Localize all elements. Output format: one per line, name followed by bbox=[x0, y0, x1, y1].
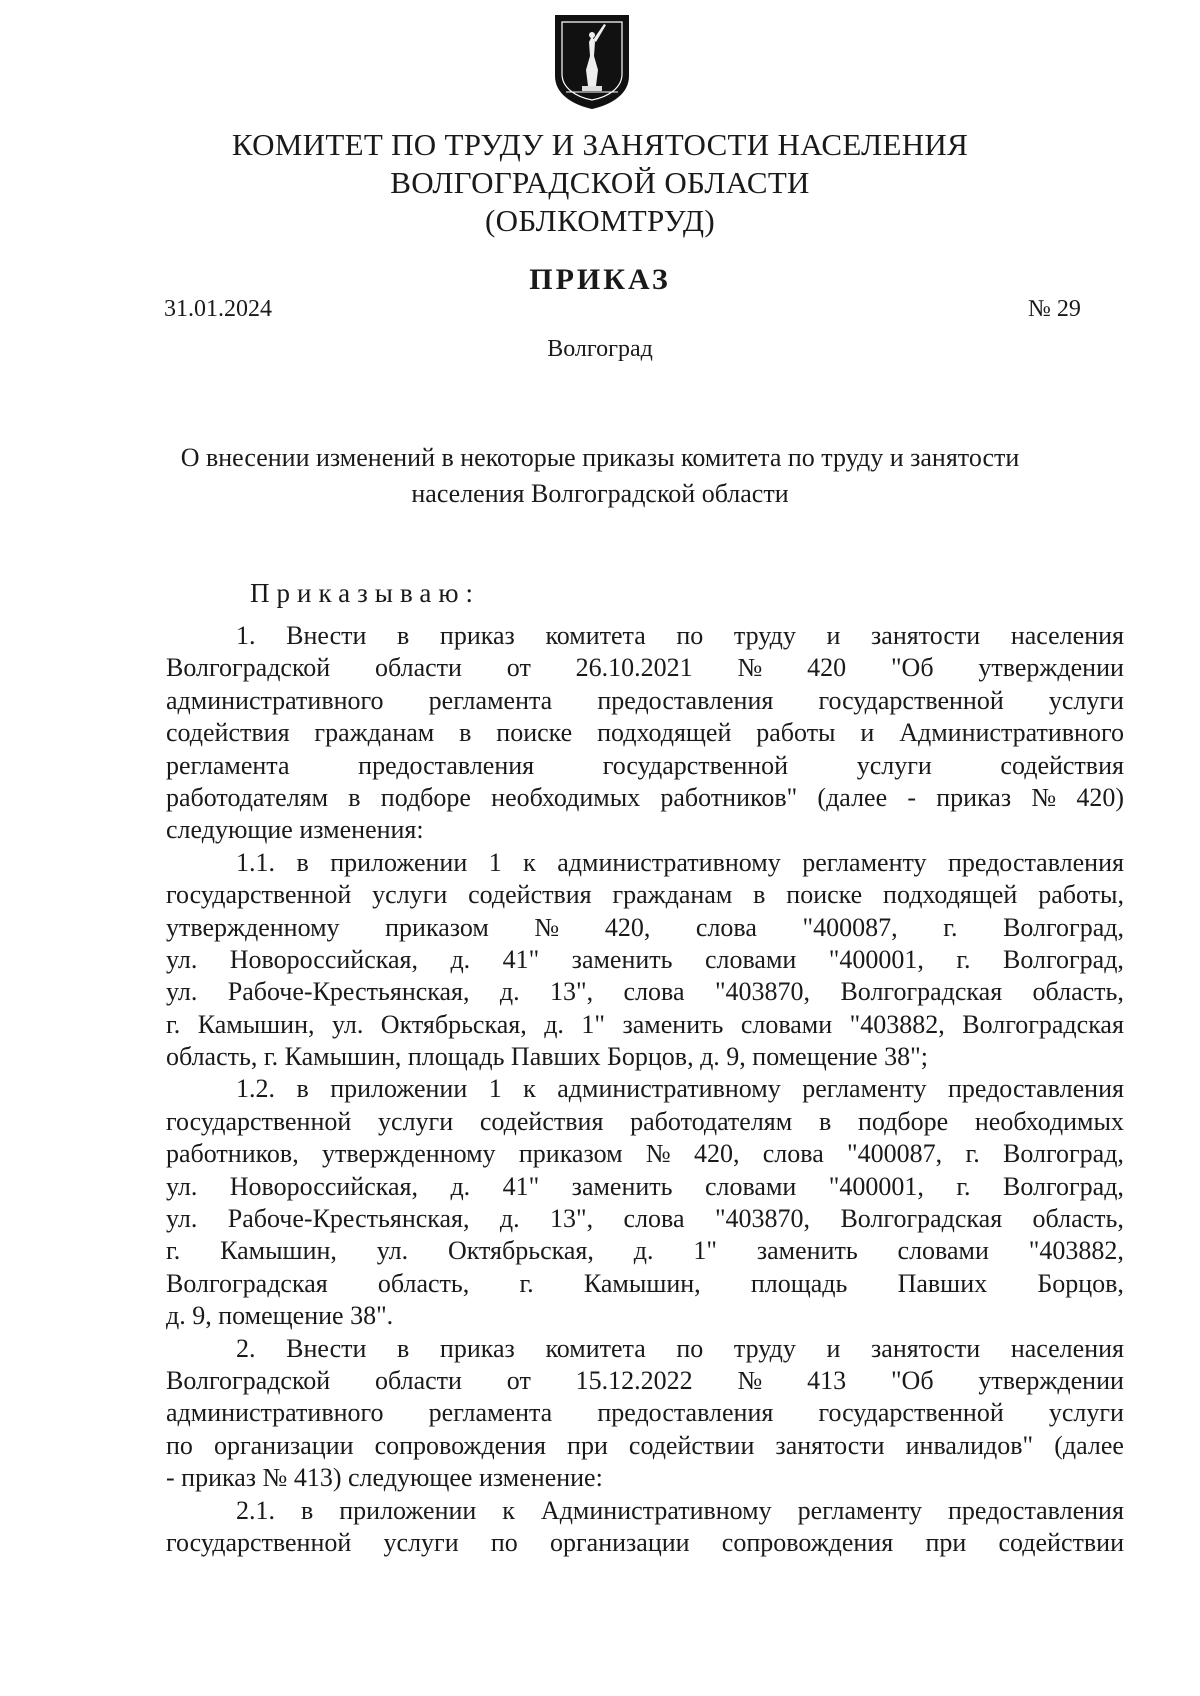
body-word: приказ bbox=[439, 621, 515, 650]
org-line-3: (ОБЛКОМТРУД) bbox=[485, 203, 715, 238]
body-word: "Об bbox=[890, 653, 934, 683]
body-word: 15.12.2022 bbox=[575, 1365, 693, 1395]
body-word: д. bbox=[499, 1204, 520, 1234]
body-line bbox=[166, 750, 1124, 782]
body-word: гражданам bbox=[314, 718, 435, 748]
body-word: "Об bbox=[890, 1365, 934, 1395]
body-word: утверждении bbox=[978, 1365, 1124, 1395]
coat-of-arms-emblem bbox=[552, 12, 632, 110]
body-word: утвержденному bbox=[322, 1139, 496, 1169]
body-word: необходимых bbox=[491, 782, 641, 812]
body-word: поиске bbox=[496, 718, 573, 748]
document-city: Волгоград bbox=[547, 336, 653, 362]
body-word: организации bbox=[213, 1430, 354, 1460]
body-line bbox=[166, 1333, 1124, 1365]
body-word: д. bbox=[544, 1009, 564, 1039]
body-word: Волгоград, bbox=[1003, 1139, 1124, 1169]
body-word: содействии bbox=[628, 1430, 755, 1460]
body-word: заменить bbox=[756, 1236, 858, 1266]
body-line: область, г. Камышин, площадь Павших Борцов, д. 9, помещение 38"; bbox=[166, 1042, 928, 1072]
body-word: 1.1. bbox=[236, 847, 275, 877]
body-word: сопровождения bbox=[374, 1430, 547, 1460]
body-word: и bbox=[826, 1333, 841, 1363]
body-word: д. bbox=[633, 1236, 654, 1266]
body-line bbox=[166, 1073, 1124, 1105]
body-word: подборе bbox=[380, 782, 471, 812]
body-word: занятости bbox=[871, 621, 981, 650]
body-word: область, bbox=[1032, 977, 1124, 1007]
body-word: в bbox=[296, 847, 309, 877]
body-line bbox=[166, 652, 1124, 684]
body-word: в bbox=[397, 1333, 410, 1363]
body-word: регламента bbox=[428, 1398, 553, 1428]
body-word: словами bbox=[704, 1171, 797, 1201]
body-word: ул. bbox=[331, 1009, 364, 1039]
body-word: "400087, bbox=[847, 1139, 943, 1169]
body-line bbox=[166, 1138, 1124, 1170]
body-word: к bbox=[523, 1074, 536, 1104]
body-line bbox=[166, 1365, 1124, 1397]
body-word: приложении bbox=[330, 1074, 468, 1104]
body-word: работодателям bbox=[166, 782, 329, 812]
body-word: 26.10.2021 bbox=[575, 653, 693, 683]
body-word: утверждении bbox=[978, 653, 1124, 683]
body-line bbox=[166, 944, 1124, 976]
body-word: административному bbox=[557, 1074, 781, 1104]
body-word: административному bbox=[557, 847, 781, 877]
body-word: в bbox=[753, 880, 766, 910]
body-word: утвержденному bbox=[166, 912, 340, 942]
body-word: д. bbox=[499, 977, 520, 1007]
body-word: инвалидов" bbox=[905, 1430, 1034, 1460]
body-word: 1" bbox=[693, 1236, 717, 1266]
body-word: 1 bbox=[488, 1074, 502, 1104]
body-word: государственной bbox=[602, 750, 789, 780]
body-word: Волгоградская bbox=[166, 1268, 328, 1298]
body-word: Новороссийская, bbox=[229, 944, 418, 974]
body-word: предоставления bbox=[947, 1074, 1124, 1104]
body-word: труду bbox=[733, 621, 796, 650]
body-word: 13", bbox=[550, 977, 594, 1007]
body-word: содействии bbox=[998, 1527, 1124, 1557]
body-line bbox=[166, 1527, 1124, 1559]
body-line bbox=[166, 1009, 1124, 1041]
body-line bbox=[166, 847, 1124, 879]
body-word: словами bbox=[897, 1236, 989, 1266]
body-word: 41" bbox=[502, 1171, 540, 1201]
body-word: приказом bbox=[385, 912, 489, 942]
body-line bbox=[166, 782, 1124, 814]
body-line bbox=[166, 1106, 1124, 1138]
body-word: Камышин, bbox=[220, 1236, 337, 1266]
body-word: область, bbox=[1032, 1204, 1124, 1234]
volgograd-emblem-icon bbox=[552, 12, 632, 110]
body-word: занятости bbox=[775, 1430, 885, 1460]
body-word: 2.1. bbox=[236, 1495, 275, 1525]
body-word: Волгоградская bbox=[840, 1204, 1003, 1234]
body-word: г. bbox=[943, 912, 958, 942]
body-word: № bbox=[737, 653, 763, 683]
body-line bbox=[166, 1268, 1124, 1300]
body-word: подходящей bbox=[597, 718, 732, 748]
body-word: заменить bbox=[571, 1171, 673, 1201]
body-word: поиске bbox=[786, 880, 863, 910]
body-word: при bbox=[567, 1430, 608, 1460]
body-word: № bbox=[534, 912, 560, 942]
body-word: административного bbox=[166, 685, 384, 715]
body-word: приказом bbox=[518, 1139, 623, 1169]
body-word: работы bbox=[756, 718, 836, 748]
body-word: заменить bbox=[622, 1009, 724, 1039]
body-word: в bbox=[397, 621, 410, 650]
body-word: 420, bbox=[693, 1139, 740, 1169]
body-line bbox=[166, 879, 1124, 911]
body-word: приказ bbox=[936, 782, 1012, 812]
body-line: следующие изменения: bbox=[166, 815, 424, 845]
body-word: слова bbox=[695, 912, 757, 942]
body-word: Административному bbox=[540, 1495, 772, 1525]
body-line: д. 9, помещение 38". bbox=[166, 1301, 394, 1331]
body-word: площадь bbox=[750, 1268, 848, 1298]
body-word: Рабоче-Крестьянская, bbox=[227, 977, 470, 1007]
body-word: административного bbox=[166, 1398, 384, 1428]
body-word: по bbox=[676, 1333, 704, 1363]
body-word: Октябрьская, bbox=[380, 1009, 527, 1039]
body-word: государственной bbox=[166, 880, 352, 910]
body-word: работы, bbox=[1038, 880, 1124, 910]
body-word: 420 bbox=[807, 653, 847, 683]
body-word: приказ bbox=[439, 1333, 515, 1363]
body-word: г. bbox=[956, 1171, 971, 1201]
body-word: 1.2. bbox=[236, 1074, 275, 1104]
org-line-1: КОМИТЕТ ПО ТРУДУ И ЗАНЯТОСТИ НАСЕЛЕНИЯ bbox=[231, 127, 969, 162]
body-word: в bbox=[459, 718, 472, 748]
body-word: д. bbox=[450, 944, 471, 974]
body-word: слова bbox=[762, 1139, 824, 1169]
body-word: приложении bbox=[330, 847, 468, 877]
body-word: Внести bbox=[286, 1333, 367, 1363]
body-line bbox=[166, 685, 1124, 717]
body-word: 41" bbox=[502, 944, 540, 974]
body-word: ул. bbox=[166, 944, 198, 974]
body-word: занятости bbox=[871, 1333, 981, 1363]
body-word: государственной bbox=[818, 1398, 1004, 1428]
body-word: 1 bbox=[488, 847, 502, 877]
body-word: предоставления bbox=[597, 685, 774, 715]
body-word: "403870, bbox=[714, 1204, 811, 1234]
body-word: Камышин, bbox=[583, 1268, 701, 1298]
body-line bbox=[166, 1171, 1124, 1203]
body-word: услуги bbox=[1048, 1398, 1124, 1428]
body-word: области bbox=[375, 1365, 462, 1395]
body-word: предоставления bbox=[947, 1495, 1124, 1525]
body-word: работодателям bbox=[630, 1106, 793, 1136]
body-word: слова bbox=[623, 977, 685, 1007]
body-word: Борцов, bbox=[1037, 1268, 1124, 1298]
body-word: государственной bbox=[818, 685, 1004, 715]
body-word: предоставления bbox=[358, 750, 535, 780]
body-word: Волгоград, bbox=[1003, 912, 1124, 942]
body-line: - приказ № 413) следующее изменение: bbox=[166, 1463, 603, 1493]
body-word: Павших bbox=[897, 1268, 988, 1298]
body-word: по bbox=[166, 1430, 193, 1460]
subject-line-1: О внесении изменений в некоторые приказы комитета по труду и занятости bbox=[180, 443, 1020, 472]
body-word: по bbox=[676, 621, 704, 650]
order-word: Приказываю: bbox=[250, 578, 480, 608]
body-line bbox=[166, 1495, 1124, 1527]
body-word: регламенту bbox=[802, 847, 927, 877]
body-word: д. bbox=[450, 1171, 471, 1201]
body-word: области bbox=[375, 653, 462, 683]
body-word: "403870, bbox=[714, 977, 811, 1007]
body-line bbox=[166, 1235, 1124, 1267]
body-word: предоставления bbox=[947, 847, 1124, 877]
body-word: регламента bbox=[428, 685, 553, 715]
body-word: в bbox=[348, 782, 361, 812]
body-word: "400001, bbox=[828, 1171, 924, 1201]
body-word: услуги bbox=[383, 1527, 459, 1557]
body-word: организации bbox=[549, 1527, 690, 1557]
body-word: работников" bbox=[660, 782, 798, 812]
body-word: "403882, bbox=[1028, 1236, 1124, 1266]
body-word: государственной bbox=[166, 1106, 352, 1136]
document-body bbox=[166, 620, 1124, 1559]
body-line bbox=[166, 912, 1124, 944]
body-word: 13", bbox=[550, 1204, 594, 1234]
body-word: Новороссийская, bbox=[229, 1171, 418, 1201]
body-word: 2. bbox=[236, 1333, 256, 1363]
body-word: услуги bbox=[372, 880, 448, 910]
body-word: 1" bbox=[581, 1009, 606, 1039]
body-word: подборе bbox=[857, 1106, 949, 1136]
body-word: 1. bbox=[236, 621, 256, 650]
body-word: необходимых bbox=[974, 1106, 1124, 1136]
body-word: 413 bbox=[807, 1365, 847, 1395]
body-word: содействия bbox=[166, 718, 290, 748]
body-word: г. bbox=[956, 944, 971, 974]
body-word: словами bbox=[740, 1009, 833, 1039]
body-word: Волгоградская bbox=[962, 1009, 1124, 1039]
body-word: труду bbox=[733, 1333, 796, 1363]
body-word: № bbox=[1031, 782, 1057, 812]
body-word: сопровождения bbox=[721, 1527, 894, 1557]
body-word: работников, bbox=[166, 1139, 299, 1169]
body-word: при bbox=[925, 1527, 967, 1557]
body-word: Волгоград, bbox=[1003, 1171, 1124, 1201]
body-word: Волгоградской bbox=[166, 1365, 331, 1395]
body-word: Внести bbox=[286, 621, 367, 650]
body-line bbox=[166, 620, 1124, 652]
body-line bbox=[166, 717, 1124, 749]
document-type: ПРИКАЗ bbox=[529, 263, 671, 296]
body-word: подходящей bbox=[883, 880, 1018, 910]
body-line bbox=[166, 1430, 1124, 1462]
document-date: 31.01.2024 bbox=[164, 296, 272, 322]
body-word: Волгоградской bbox=[166, 653, 331, 683]
body-word: "403882, bbox=[849, 1009, 945, 1039]
body-line bbox=[166, 1203, 1124, 1235]
body-word: область, bbox=[377, 1268, 470, 1298]
body-word: от bbox=[506, 1365, 531, 1395]
body-word: регламенту bbox=[802, 1074, 927, 1104]
body-word: г. bbox=[166, 1009, 181, 1039]
body-word: "400001, bbox=[828, 944, 924, 974]
body-word: Октябрьская, bbox=[447, 1236, 594, 1266]
body-word: 420) bbox=[1076, 782, 1124, 812]
body-word: гражданам bbox=[612, 880, 733, 910]
body-word: к bbox=[523, 847, 536, 877]
document-number: № 29 bbox=[1028, 296, 1081, 322]
body-word: приложении bbox=[339, 1495, 477, 1525]
body-word: содействия bbox=[479, 1106, 604, 1136]
body-word: регламенту bbox=[797, 1495, 922, 1525]
body-word: регламента bbox=[166, 750, 290, 780]
body-word: ул. bbox=[166, 977, 198, 1007]
body-word: 420, bbox=[604, 912, 651, 942]
body-word: услуги bbox=[856, 750, 932, 780]
subject-line-2: населения Волгоградской области bbox=[411, 479, 789, 508]
body-word: государственной bbox=[166, 1527, 352, 1557]
body-line bbox=[166, 976, 1124, 1008]
body-word: от bbox=[506, 653, 531, 683]
body-word: ул. bbox=[166, 1204, 198, 1234]
body-line bbox=[166, 1397, 1124, 1429]
body-word: ул. bbox=[376, 1236, 409, 1266]
body-word: № bbox=[645, 1139, 671, 1169]
body-word: по bbox=[490, 1527, 518, 1557]
org-line-2: ВОЛГОГРАДСКОЙ ОБЛАСТИ bbox=[390, 165, 810, 200]
body-word: г. bbox=[519, 1268, 534, 1298]
body-word: - bbox=[907, 782, 917, 812]
body-word: Рабоче-Крестьянская, bbox=[227, 1204, 470, 1234]
body-word: населения bbox=[1010, 1333, 1124, 1363]
body-word: (далее bbox=[1054, 1430, 1124, 1460]
body-word: "400087, bbox=[802, 912, 898, 942]
body-word: слова bbox=[623, 1204, 685, 1234]
body-word: заменить bbox=[571, 944, 673, 974]
body-word: в bbox=[818, 1106, 832, 1136]
body-word: и bbox=[860, 718, 875, 748]
body-word: Административного bbox=[899, 718, 1124, 748]
body-word: г. bbox=[965, 1139, 980, 1169]
body-word: (далее bbox=[817, 782, 888, 812]
body-word: услуги bbox=[1048, 685, 1124, 715]
body-word: словами bbox=[704, 944, 797, 974]
body-word: населения bbox=[1010, 621, 1124, 650]
body-word: в bbox=[296, 1074, 309, 1104]
body-word: и bbox=[826, 621, 841, 650]
body-word: содействия bbox=[468, 880, 592, 910]
organization-name bbox=[0, 126, 1200, 240]
body-word: комитета bbox=[545, 621, 646, 650]
body-word: услуги bbox=[378, 1106, 454, 1136]
body-word: комитета bbox=[545, 1333, 646, 1363]
body-word: предоставления bbox=[597, 1398, 774, 1428]
body-word: г. bbox=[166, 1236, 181, 1266]
body-word: ул. bbox=[166, 1171, 198, 1201]
body-word: к bbox=[502, 1495, 515, 1525]
body-word: № bbox=[737, 1365, 763, 1395]
body-word: содействия bbox=[1000, 750, 1124, 780]
document-subject bbox=[0, 440, 1200, 512]
body-word: Волгоградская bbox=[840, 977, 1003, 1007]
body-word: Камышин, bbox=[197, 1009, 315, 1039]
body-word: Волгоград, bbox=[1003, 944, 1124, 974]
body-word: в bbox=[300, 1495, 314, 1525]
